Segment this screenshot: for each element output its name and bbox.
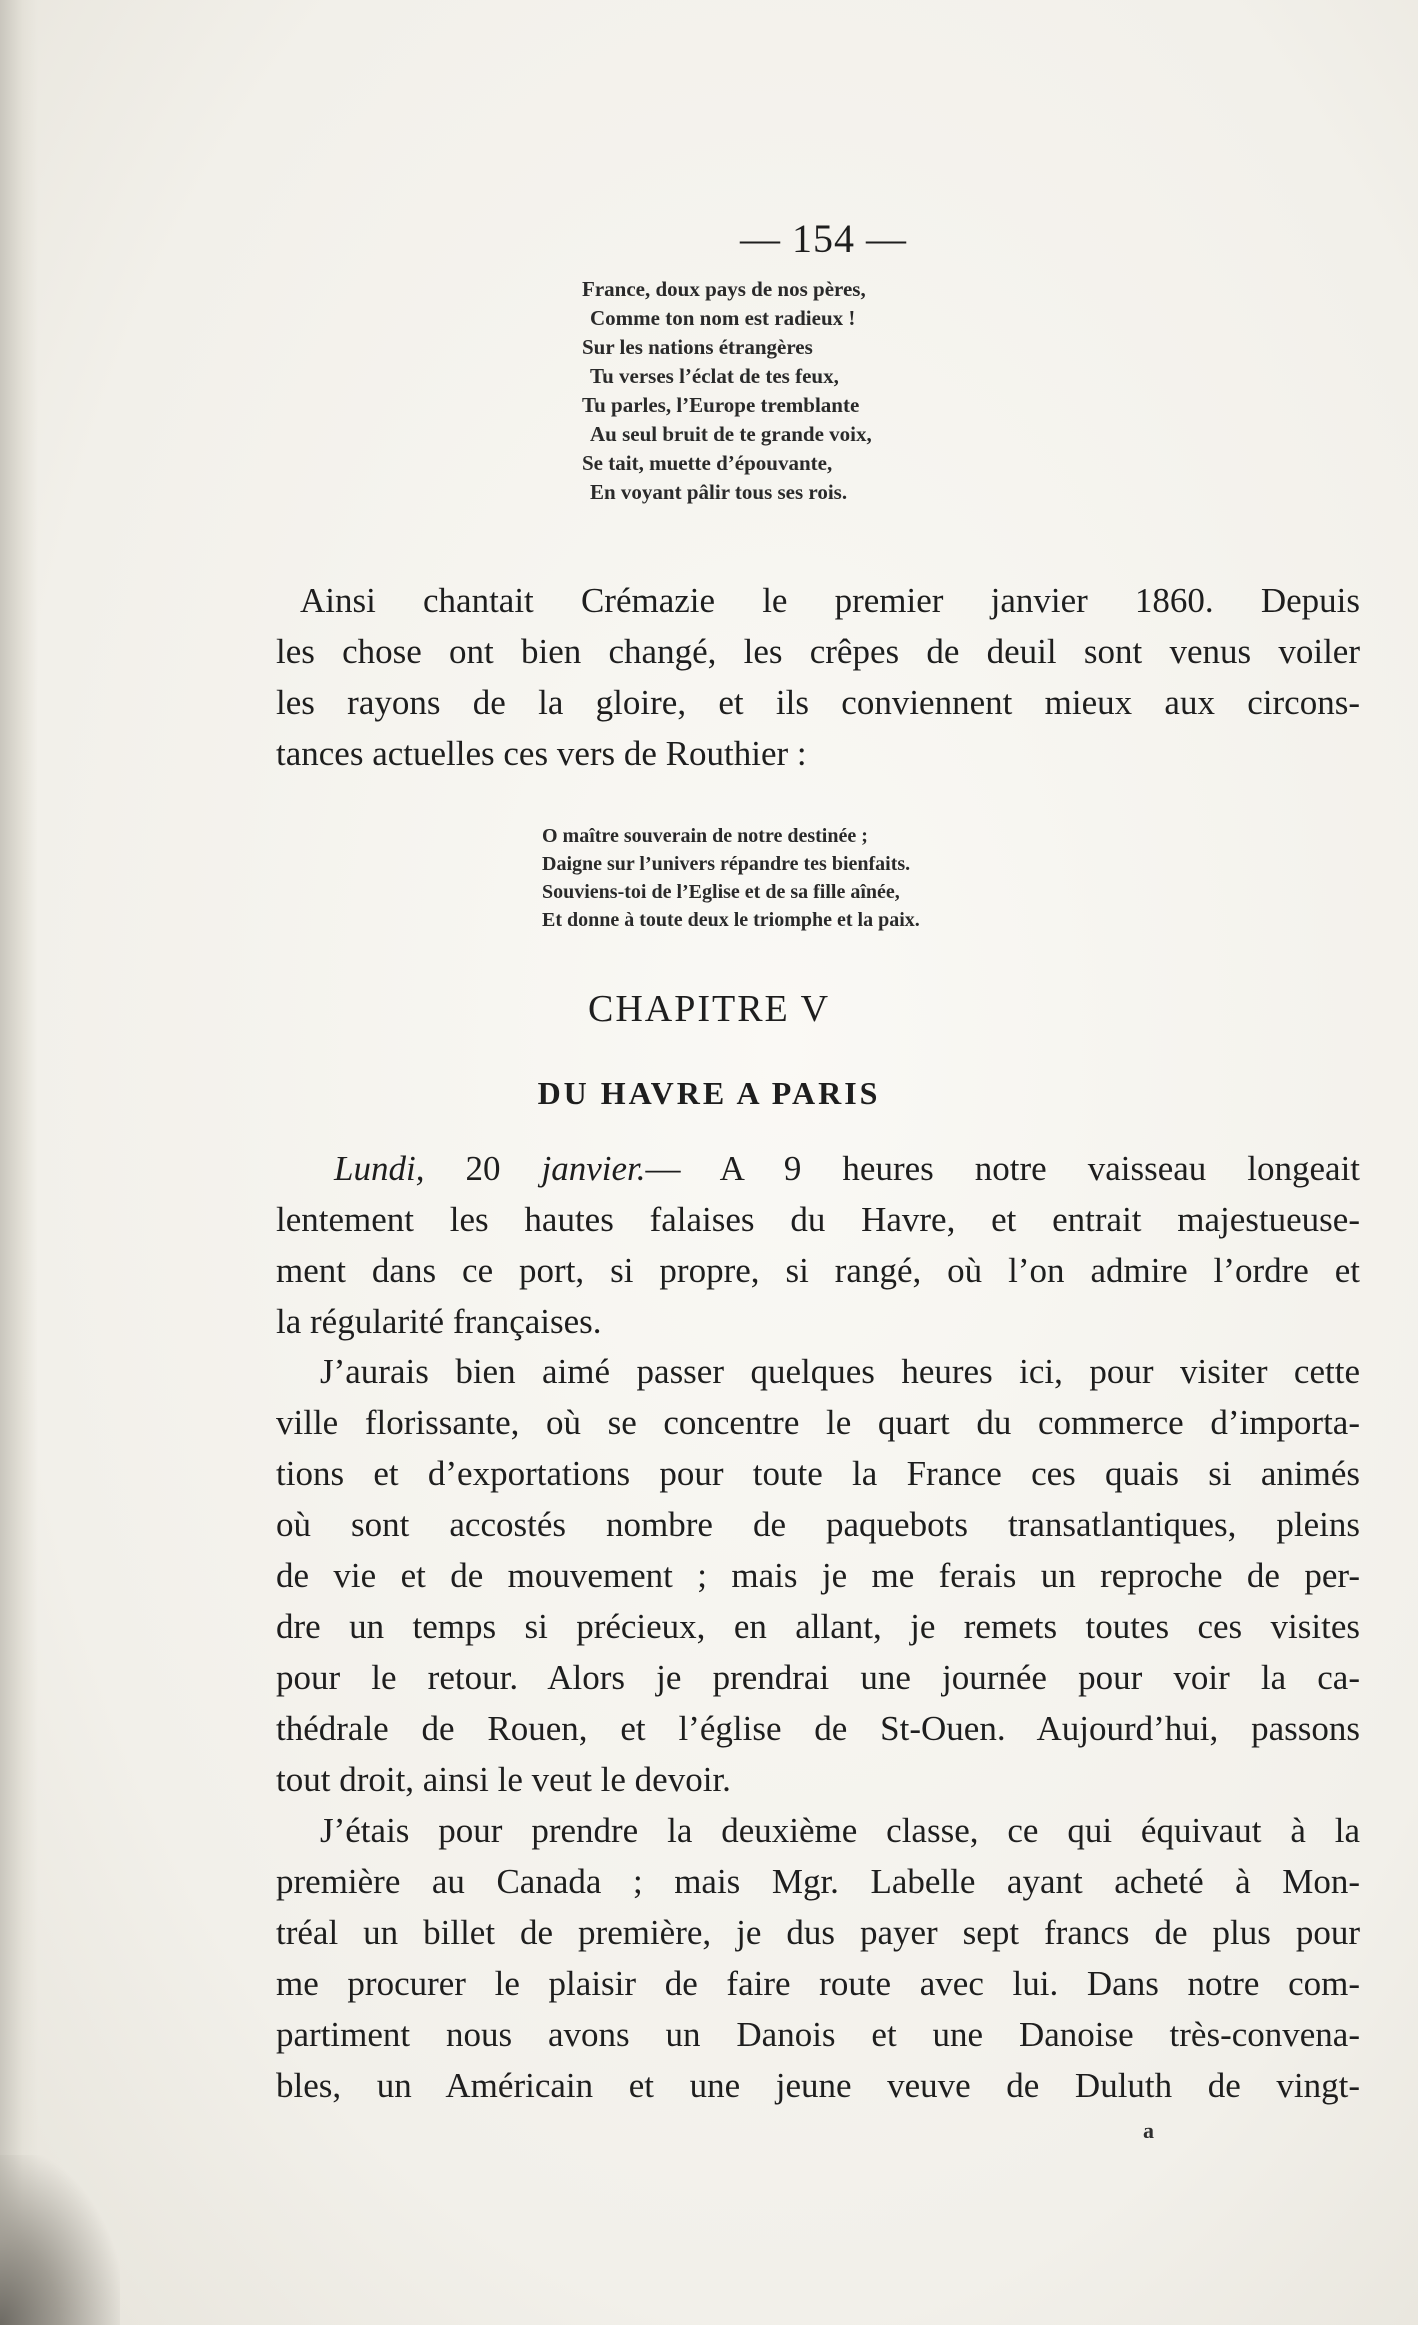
text-line: ville florissante, où se concentre le quart du commerce d’importa- <box>276 1403 1360 1442</box>
paragraph-havre <box>276 1143 1360 1347</box>
chapter-subtitle: DU HAVRE A PARIS <box>537 1075 881 1111</box>
text-line: la régularité françaises. <box>276 1302 602 1341</box>
poem-line: O maître souverain de notre destinée ; <box>542 825 868 847</box>
date-day: Lundi, <box>334 1149 425 1188</box>
text-line: les chose ont bien changé, les crêpes de deuil sont venus voiler <box>276 632 1360 671</box>
page-number: — 154 — <box>740 216 907 261</box>
poem-line: Au seul bruit de te grande voix, <box>590 422 872 446</box>
poem-line: Sur les nations étrangères <box>582 335 813 359</box>
poem-stanza-1 <box>582 275 872 507</box>
text-line: J’aurais bien aimé passer quelques heures ici, pour visiter cette <box>320 1352 1360 1391</box>
text-line: tions et d’exportations pour toute la France ces quais si animés <box>276 1454 1360 1493</box>
poem-line: Se tait, muette d’épouvante, <box>582 451 833 475</box>
text-line: tances actuelles ces vers de Routhier : <box>276 734 807 773</box>
text-line: où sont accostés nombre de paquebots transatlantiques, pleins <box>276 1505 1360 1544</box>
text-line: me procurer le plaisir de faire route avec lui. Dans notre com- <box>276 1964 1360 2003</box>
text-line: lentement les hautes falaises du Havre, et entrait majestueuse- <box>276 1200 1360 1239</box>
paragraph-visit <box>276 1346 1360 1805</box>
text-line: ment dans ce port, si propre, si rangé, où l’on admire l’ordre et <box>276 1251 1360 1290</box>
signature-mark: a <box>1143 2118 1154 2143</box>
text-line: tout droit, ainsi le veut le devoir. <box>276 1760 731 1799</box>
text-line: première au Canada ; mais Mgr. Labelle ayant acheté à Mon- <box>276 1862 1360 1901</box>
chapter-title: CHAPITRE V <box>587 988 831 1030</box>
date-number: 20 <box>465 1149 501 1188</box>
corner-smudge <box>0 2155 120 2325</box>
text-line: de vie et de mouvement ; mais je me ferais un reproche de per- <box>276 1556 1360 1595</box>
text-line: partiment nous avons un Danois et une Danoise très-convena- <box>276 2015 1360 2054</box>
text-line: Ainsi chantait Crémazie le premier janvier 1860. Depuis <box>300 581 1360 620</box>
poem-line: Souviens-toi de l’Eglise et de sa fille aînée, <box>542 881 900 903</box>
paragraph-train <box>276 1805 1360 2111</box>
text-line: thédrale de Rouen, et l’église de St-Ouen. Aujourd’hui, passons <box>276 1709 1360 1748</box>
page-edge-shadow <box>0 0 38 2325</box>
date-month: janvier. <box>541 1149 646 1188</box>
text-line: pour le retour. Alors je prendrai une journée pour voir la ca- <box>276 1658 1360 1697</box>
text-line: bles, un Américain et une jeune veuve de Duluth de vingt- <box>276 2066 1360 2105</box>
text-line: J’étais pour prendre la deuxième classe, ce qui équivaut à la <box>320 1811 1360 1850</box>
text-line: dre un temps si précieux, en allant, je remets toutes ces visites <box>276 1607 1360 1646</box>
poem-line: France, doux pays de nos pères, <box>582 277 866 301</box>
text-line <box>276 1143 1360 1194</box>
text-line: les rayons de la gloire, et ils conviennent mieux aux circons- <box>276 683 1360 722</box>
text-line: tréal un billet de première, je dus payer sept francs de plus pour <box>276 1913 1360 1952</box>
poem-line: Comme ton nom est radieux ! <box>590 306 856 330</box>
text-fragment: — A 9 heures notre vaisseau longeait <box>645 1149 1361 1188</box>
paragraph-cremazie <box>276 575 1360 779</box>
poem-line: Daigne sur l’univers répandre tes bienfaits. <box>542 853 911 875</box>
poem-stanza-2 <box>542 822 920 934</box>
poem-line: En voyant pâlir tous ses rois. <box>590 480 848 504</box>
poem-line: Et donne à toute deux le triomphe et la paix. <box>542 909 920 931</box>
poem-line: Tu parles, l’Europe tremblante <box>582 393 860 417</box>
poem-line: Tu verses l’éclat de tes feux, <box>590 364 839 388</box>
